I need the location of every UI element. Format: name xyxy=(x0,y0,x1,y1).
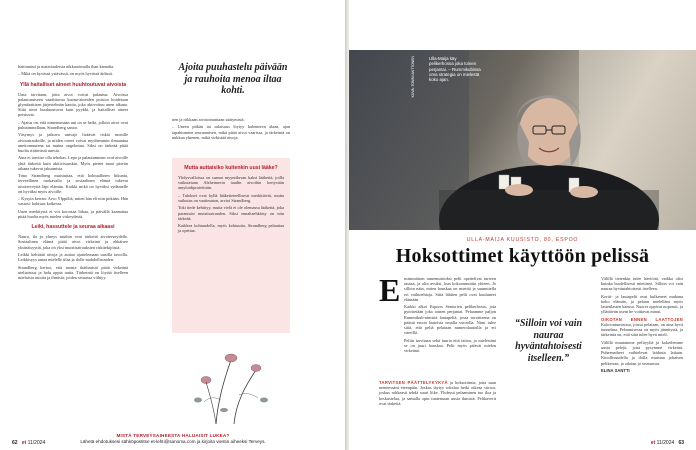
right-column-2 xyxy=(601,276,683,375)
paragraph: Yhdysvalloissa on saanut myyntiluvan kaksi lääkettä, joilla vaikutetaan Alzheimerin taudin aivoihin kertyvään amyloidiproteiiniin. xyxy=(178,175,284,191)
paragraph: Unen merkitystä ei voi korostaa liikaa, ja päivällä kannattaa pitää huolta myös mielen virkeydestä. xyxy=(18,208,128,219)
paragraph: Välillä tietenkin tulee häviöitä, vaikka olisi kuinka huolellisesti miettinyt. Silloin voi vain nauraa hyväntahtoisesti itselleen. xyxy=(601,276,683,292)
brand-logo: et xyxy=(650,440,656,446)
paragraph: Timo Strandberg muistuttaa, että kohtuullinen liikunta, terveellinen ruokavalio ja sosiaalinen elämä tukevat aivoterveyttä läpi elämän. Kaikki mikä on hyväksi sydämelle on hyväksi myös aivoille. xyxy=(18,173,128,194)
portrait-photo xyxy=(349,50,696,230)
pull-quote: “Silloin voi vain nauraa hyväntahtoisesti itselleen.” xyxy=(514,318,583,364)
paragraph: Kaikki alkoi Espoon Seniorien pelikerhosta, jota pyöritetään joka toinen perjantai. Pelaamme paljon Rummikub-nimistä lautapeliä, jossa tavoitteena on päästä eroon laatoista omalla vuorolla. Nimi tulee siitä, että peliä pelataan numerolaatoilla ja eri väreillä. xyxy=(404,304,496,336)
paragraph: ja hoksottimia, jotta saan meneessäni eteenpäin. Joskus täytyy odottaa hetki oikeaa siirtoa, joskus rohkeasti tehdä suuri liike. Yhdessä pelaaminen tuo iloa ja keskustelua, ja samalla opin tuntemaan uusia ihmisiä. Pelikaverit ovat tärkeitä. xyxy=(379,380,496,406)
right-page xyxy=(349,0,696,450)
flower-illustration xyxy=(176,340,286,425)
footnote-text: Lähetä ehdotuksesi sähköpostitse et-lehti@sanoma.com ja kirjoita viestin aiheeksi Terveys. xyxy=(80,439,266,444)
right-column-1-continued xyxy=(379,380,496,408)
subheading-play: Leiki, hassuttele ja seuraa aikaasi xyxy=(31,224,115,231)
folio-left xyxy=(12,440,45,446)
subheading-rinse: Yllä haitalliset aineet huuhtoutuvat aivoista xyxy=(19,81,127,88)
section-label: TARVITSEN PÄÄTTELYKYKYÄ xyxy=(379,380,448,385)
section-label: OIKOTAN ENNEN LAATTOJEN xyxy=(601,316,683,322)
author-signoff: ELINA SANTTI xyxy=(601,368,630,373)
info-box xyxy=(172,158,290,333)
left-column-2 xyxy=(172,117,290,142)
paragraph: – Ajatus on, että nimenomaan uni on se hetki, jolloin aivot ovat puhtaimmillaan, Strandberg sanoo. xyxy=(18,119,128,130)
paragraph: Strandberg kertoo, että monia ikäihmisiä pitää virkeänä uteliaisuus ja halu oppia uutta. Tärkeintä on löytää itselleen mieluisia asioita ja ihmisiä, joiden seurassa viihtyy. xyxy=(18,264,128,280)
paragraph: Kokoontumisissa, joissa pelataan, on aina hyvä tunnelma. Pelaamisessa on myös jännitystä, ja tärkeintä on, että siitä tulee hyvä mieli. xyxy=(601,322,683,338)
box-body xyxy=(178,175,284,234)
paragraph: nen ja riikkaan aivotoimintaan säätymistä. xyxy=(172,117,245,122)
issue-number: 11/2024 xyxy=(27,440,46,446)
paragraph: hättömästi ja materiaaleista nikkaroimalla ihan kamalia. xyxy=(18,64,115,69)
brand-logo: et xyxy=(21,440,27,446)
drop-cap: E xyxy=(379,272,401,308)
issue-number: 11/2024 xyxy=(656,440,675,446)
paragraph: – Tulokset ovat kyllä lääketieteellisesti merkittäviä, mutta vaikutus on vaatimaton, arvioi Strandberg. xyxy=(178,192,284,203)
right-column-1 xyxy=(404,276,496,355)
footnote-title: MISTÄ TERVEYSAIHEESTA HALUAISIT LUKEA? xyxy=(116,433,230,438)
photo-caption: Ulla-Maija käy pelikerhossa joka toinen perjantai. – Rummikubissa oma strategia on mielestä koko ajan. xyxy=(429,56,481,83)
left-page xyxy=(0,0,345,450)
paragraph: Väsymys ja jatkuva univaje lisäävät riskiä monille aivosairauksille, ja niiden oireet voivat myöhemmin ilmaantua unettomuutena tai muina ongelmina. Siksi on tärkeää pitää huolta riittävästä unesta. xyxy=(18,132,128,153)
paragraph: – Uneen pitkän tai salaisuus löytyy kalenteren alaan, ajan tapahtumien seuraamisen, mikä pitää aivot vaarissa, ja tärkeintä on nukkua yhtenen, mikä virkistää aivoja. xyxy=(172,124,290,140)
paragraph: Leikki kehittää aivoja ja auttaa ajattelemaan uusilla tavoilla. Leikkisyys antaa mielelle tilaa ja ilolle mahdollisuuden. xyxy=(18,251,128,263)
page-number: 62 xyxy=(12,440,18,446)
paragraph: Kortti- ja lautapelit ovat kulkeneet mukana koko elämän, ja pelaan mielelläni myös lastenlasten kanssa. Nuoret oppivat nopeasti, ja yllättävän usein he voittavat minut. xyxy=(601,293,683,315)
paragraph: Kaikkea kohtuudella, myös kohtuutta, Strandberg palauttaa ja opettaa. xyxy=(178,223,284,234)
paragraph: Välillä muutamme pelityyliä ja kokeilemme uusia pelejä, jotta pysymme virkeinä. Puheenaiheet vaihtelevat laidasta laitaan. Kiitollisuudella ja ilolla muistan jokaisen pelikerran, ja odotan jo seuraavaa. xyxy=(601,339,683,366)
headline: Hoksottimet käyttöön pelissä xyxy=(395,245,650,267)
paragraph: Nauru, ilo ja yhteys muihin ovat tärkeitä aivoterveydelle. Sosiaalinen elämä pitää aivot virkeinä ja ehkäisee yksinäisyyttä, joka on yksi muistisairauksien riskitekijöistä. xyxy=(18,234,128,250)
paragraph: Aina ei tarvitse olla tehokas. Lepo ja palautuminen ovat aivoille yhtä tärkeitä kuin aktiivisuuskin. Myös pienet tauot päivän aikana tukevat jaksamista. xyxy=(18,155,129,171)
paragraph: Unta tarvitaan, jotta aivot voivat palautua. Aivoissa palautumiseen vaadittavaa kuona-aineiden poistoa hoidetaan glymfaattisen järjestelmän kautta, joka aktivoituu unen aikana. Siitä aivot huuhtoutuvat kuin pyykki, ja haitalliset aineet poistuvat. xyxy=(18,91,128,118)
paragraph: Peliin tarvitaan sekä tuuria että taitoa, ja mielestäni se on juuri hauskaa. Pelit myös pitävät mielen virkeänä. xyxy=(404,337,496,354)
byline: ULLA-MAIJA KUUSISTO, 80, ESPOO xyxy=(466,237,579,243)
paragraph: Toki tiede kehittyy, mutta vielä ei ole olemassa lääkettä, joka parantaisi muistisairauden. Siksi ennaltaehkäisy on niin tärkeää. xyxy=(178,205,284,221)
paragraph: – Mikä on hyvässä ystävässä, on myös hyvässä äidissä. xyxy=(18,71,113,77)
page-number: 63 xyxy=(678,440,684,446)
photo-credit: KUVA: TOMMI ANTTONEN xyxy=(411,56,415,98)
box-title: Mutta auttaisiko kuitenkin uusi lääke? xyxy=(184,165,278,171)
footnote xyxy=(18,433,328,445)
pull-quote: Ajoita puuhastelu päivään ja rauhoita menoa iltaa kohti. xyxy=(178,62,288,96)
folio-right xyxy=(651,440,684,446)
left-column-1 xyxy=(18,64,128,282)
paragraph: nsimmäisen tamemuistoksi pelit opettelivat turreen rautaa, ja olin avuksi, kun kokoonnuttiin yhteen. Jo silloin näin, miten hauskaa on miettiä ja suunnitella eri vaihtoehtoja. Siitä lähtien pelit ovat kuuluneet elämään. xyxy=(404,276,496,302)
paragraph: – Kysyin kerran: Arvo Ylppöltä, miten hän eli niin pitkään. Hän vastasi: kohtuus kaikessa. xyxy=(18,196,128,207)
